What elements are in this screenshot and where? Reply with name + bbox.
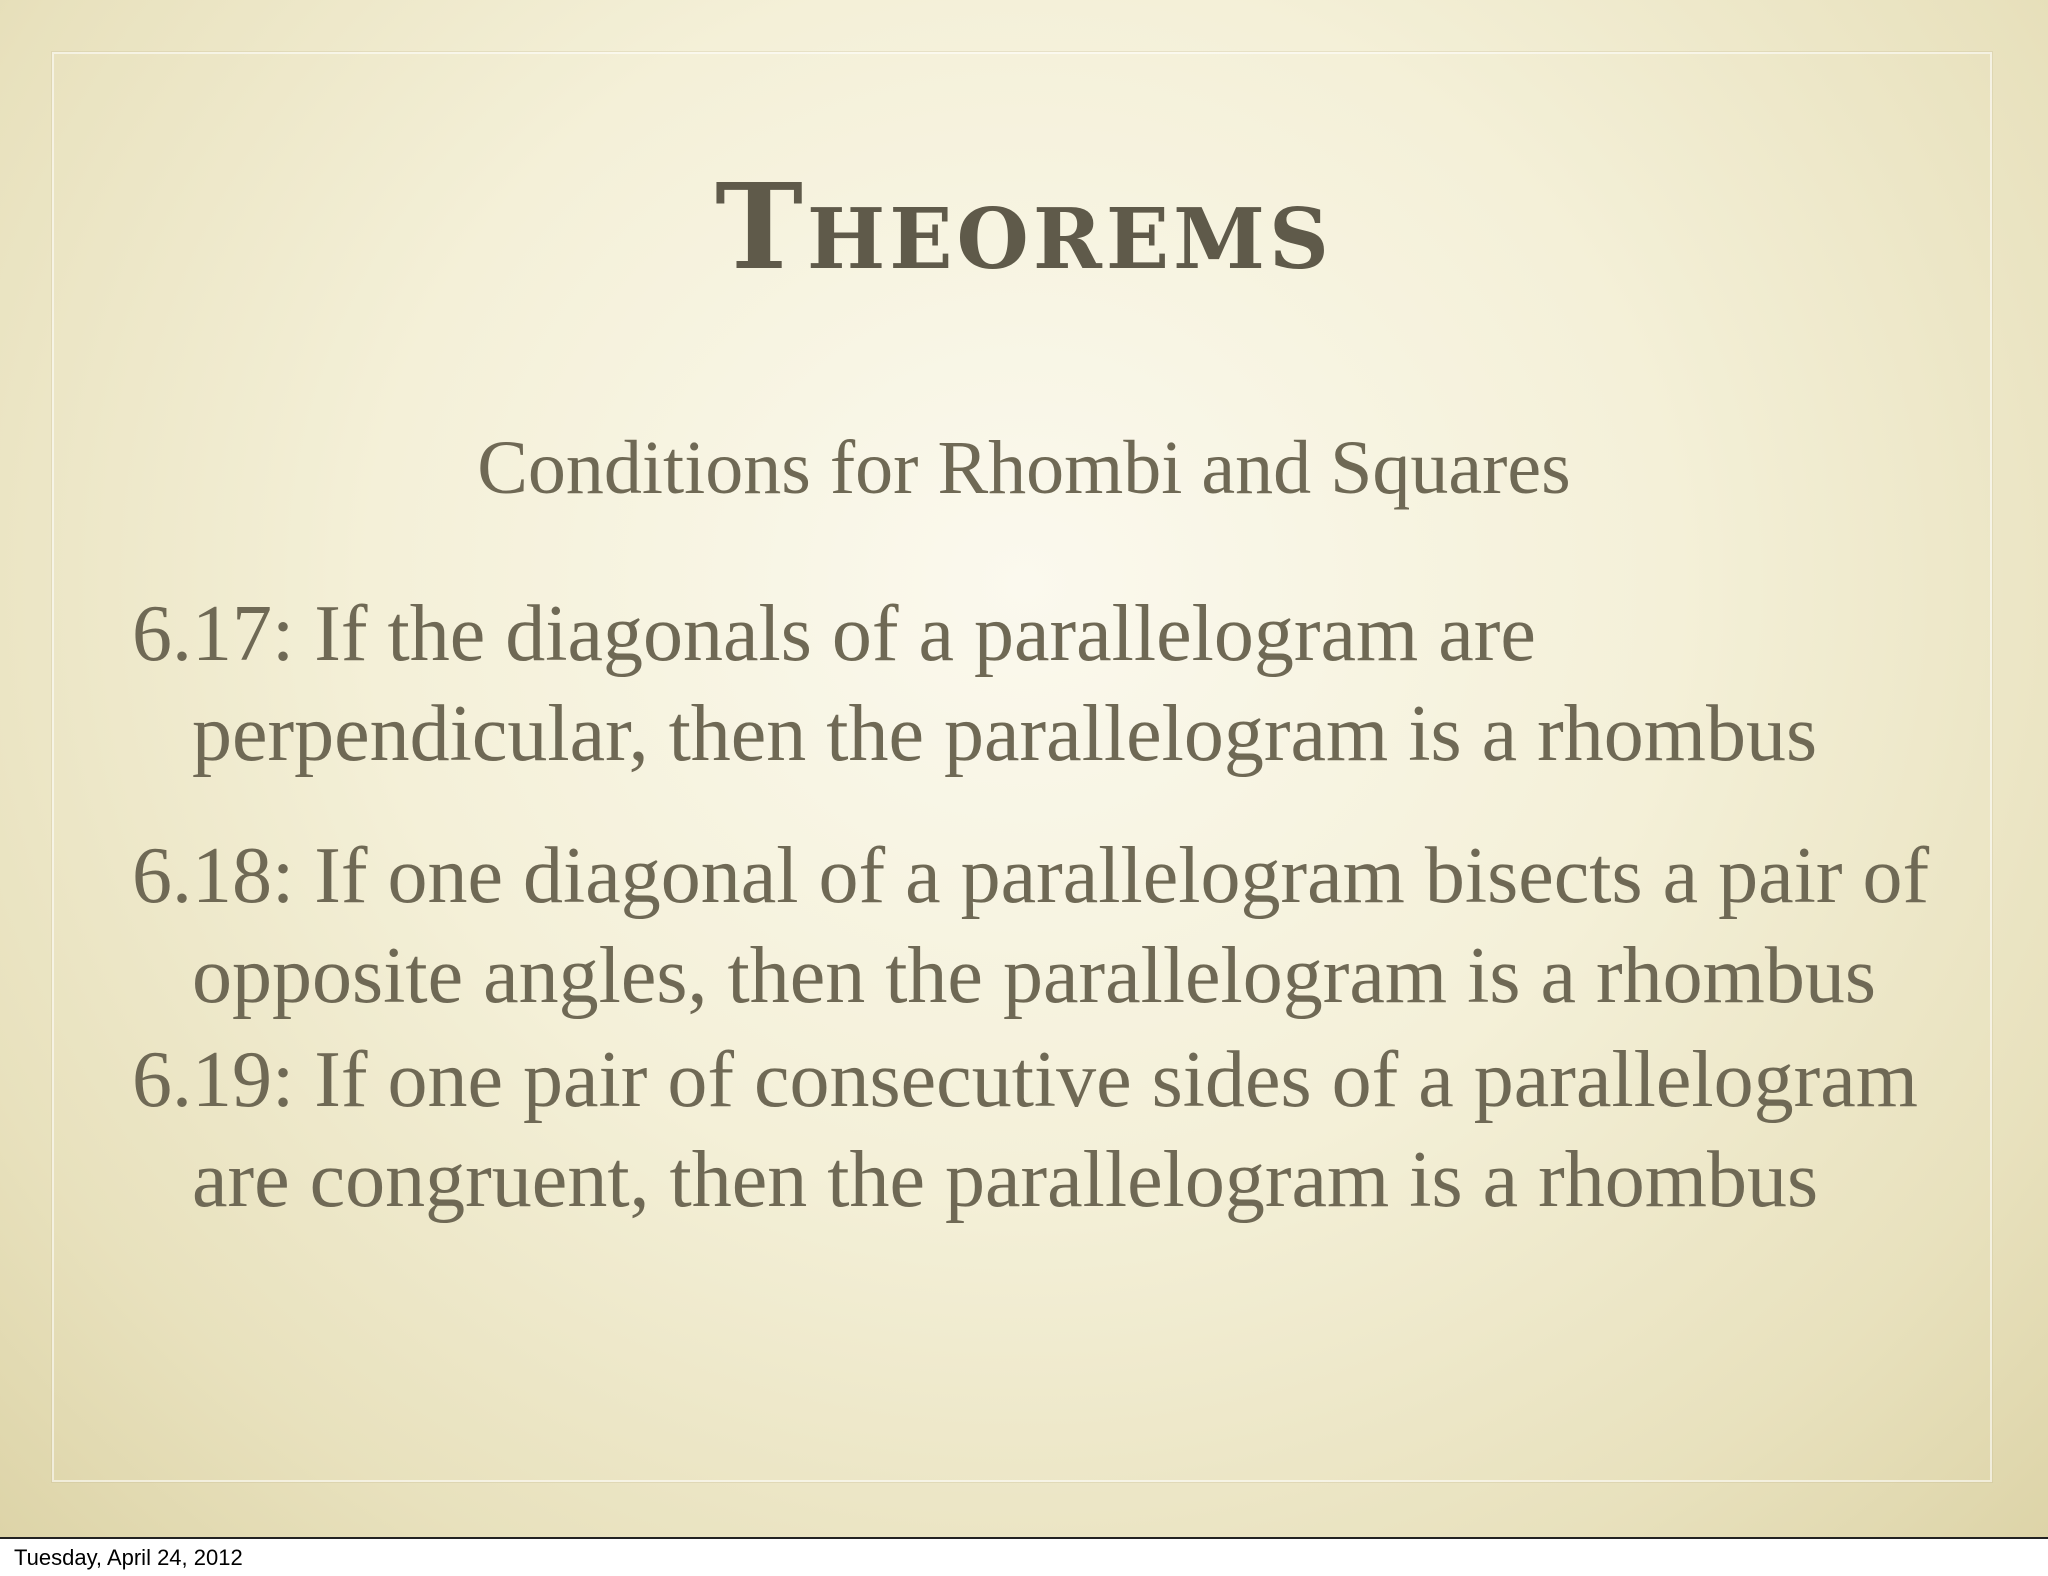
theorem-6-18: 6.18: If one diagonal of a parallelogram bisects a pair of opposite angles, then the parallelogram is a rhombus: [132, 832, 1930, 1020]
theorem-6-17: 6.17: If the diagonals of a parallelogram are perpendicular, then the parallelogram is a rhombus: [132, 590, 1818, 778]
slide-subtitle: Conditions for Rhombi and Squares: [477, 426, 1571, 510]
theorem-list: [132, 584, 1992, 1230]
theorem-6-19: 6.19: If one pair of consecutive sides of a parallelogram are congruent, then the parallelogram is a rhombus: [132, 1036, 1919, 1224]
footer-date: Tuesday, April 24, 2012: [14, 1545, 243, 1570]
slide-title: Theorems: [715, 157, 1333, 296]
page-footer: [0, 1537, 2048, 1576]
